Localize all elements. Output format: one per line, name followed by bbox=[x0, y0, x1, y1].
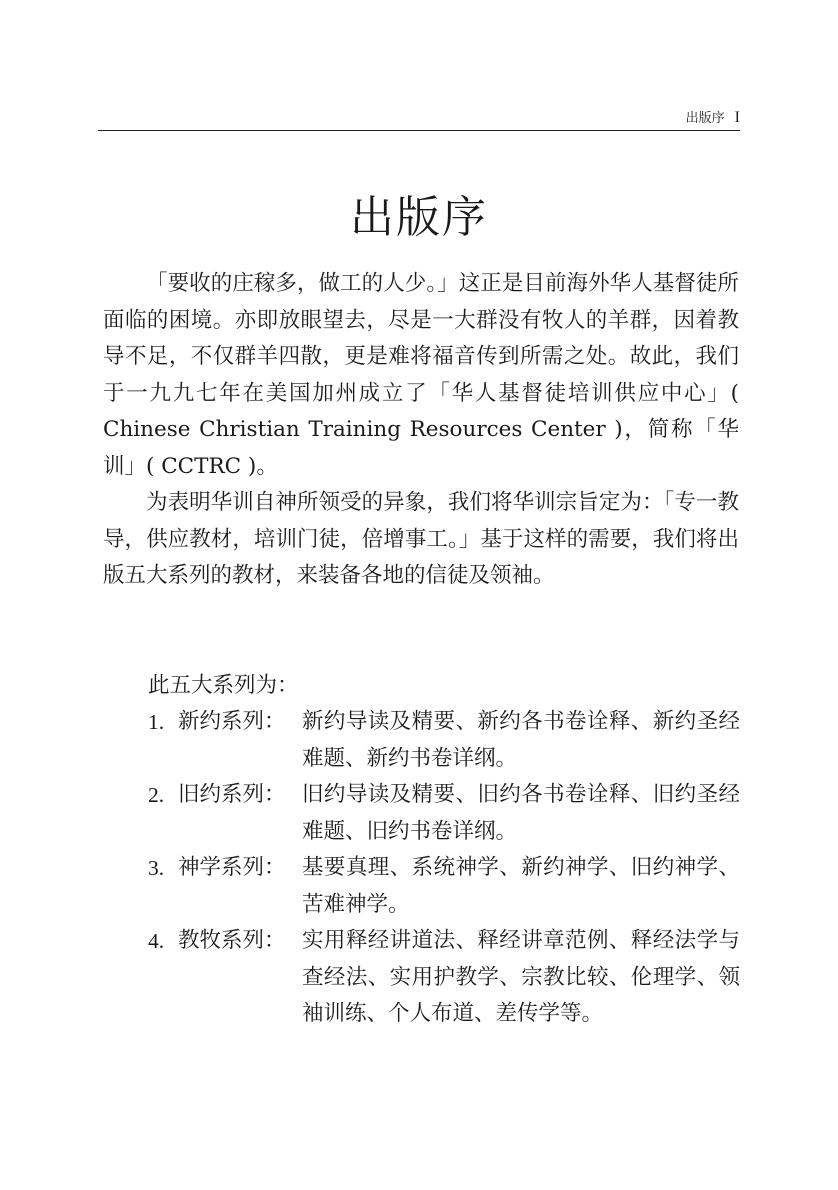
paragraph-1: 「要收的庄稼多，做工的人少。」这正是目前海外华人基督徒所面临的困境。亦即放眼望去，尽是一大群没有牧人的羊群，因着教导不足，不仅群羊四散，更是难将福音传到所需之处。故此，我们于一九九七年在美国加州成立了「华人基督徒培训供应中心」( Chinese Christian Training Resources Center )，简称「华训」( CCTRC )。 bbox=[103, 271, 739, 479]
series-item-pastoral bbox=[148, 923, 740, 1033]
running-header-title: 出版序 bbox=[685, 111, 725, 126]
series-name: 新约系列： bbox=[178, 709, 286, 734]
series-number: 3. bbox=[148, 856, 165, 880]
paragraph-2: 为表明华训自神所领受的异象，我们将华训宗旨定为：「专一教导，供应教材，培训门徒，倍增事工。」基于这样的需要，我们将出版五大系列的教材，来装备各地的信徒及领袖。 bbox=[103, 490, 739, 588]
series-description: 实用释经讲道法、释经讲章范例、释经法学与查经法、实用护教学、宗教比较、伦理学、领袖训练、个人布道、差传学等。 bbox=[302, 928, 740, 1026]
series-item-old-testament bbox=[148, 777, 740, 850]
page-title: 出版序 bbox=[350, 192, 488, 243]
series-name: 教牧系列： bbox=[178, 928, 286, 953]
series-list bbox=[148, 704, 740, 1033]
series-name: 旧约系列： bbox=[178, 782, 286, 807]
series-intro: 此五大系列为： bbox=[148, 673, 299, 698]
series-number: 1. bbox=[148, 710, 165, 734]
running-header bbox=[98, 108, 740, 131]
series-description: 旧约导读及精要、旧约各书卷诠释、旧约圣经难题、旧约书卷详纲。 bbox=[302, 782, 740, 844]
series-number: 2. bbox=[148, 783, 165, 807]
series-description: 基要真理、系统神学、新约神学、旧约神学、苦难神学。 bbox=[302, 855, 740, 917]
series-number: 4. bbox=[148, 929, 165, 953]
series-description: 新约导读及精要、新约各书卷诠释、新约圣经难题、新约书卷详纲。 bbox=[302, 709, 740, 771]
series-item-new-testament bbox=[148, 704, 740, 777]
body-text bbox=[103, 266, 739, 595]
series-item-theology bbox=[148, 850, 740, 923]
page-number: I bbox=[734, 109, 740, 126]
series-name: 神学系列： bbox=[178, 855, 286, 880]
